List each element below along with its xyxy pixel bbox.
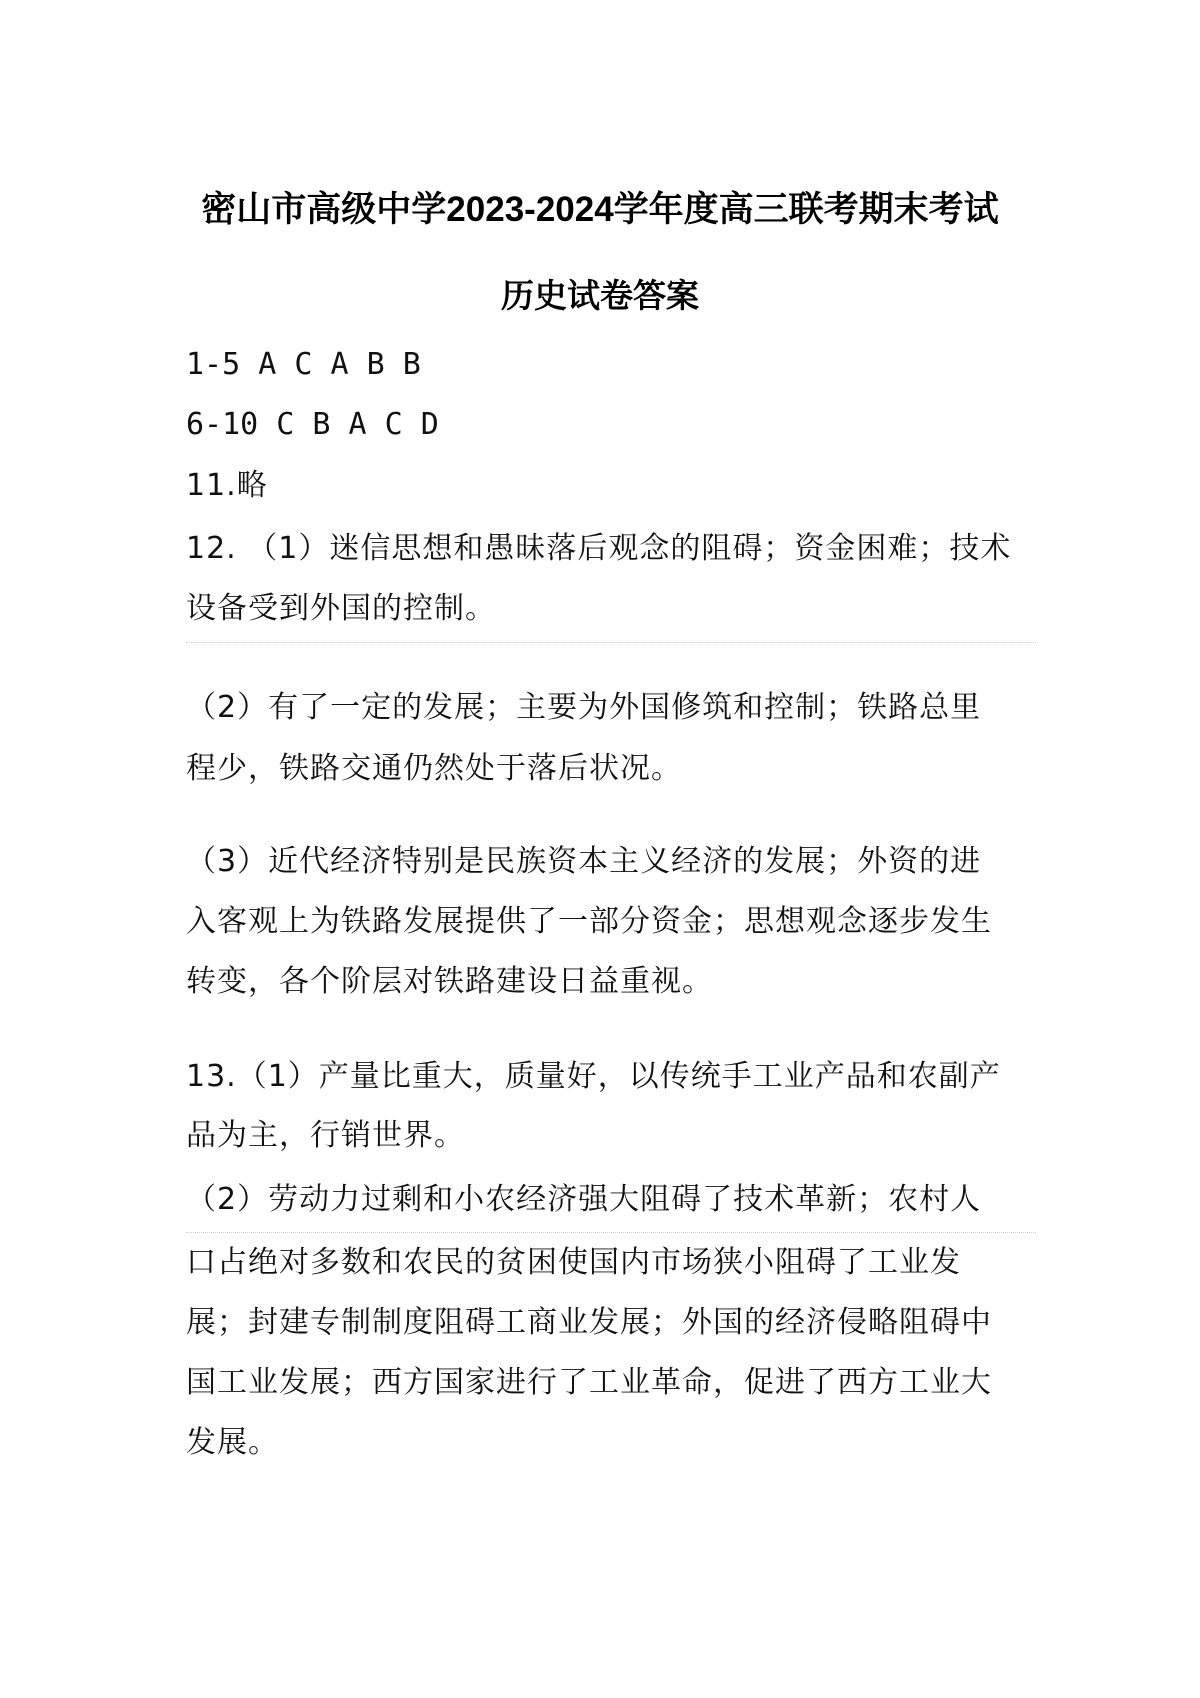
q12-part3-line-3: 转变，各个阶层对铁路建设日益重视。 — [186, 964, 713, 999]
q12-part2-line-1: （2）有了一定的发展；主要为外国修筑和控制；铁路总里 — [186, 690, 982, 725]
divider-dotted — [186, 1232, 1036, 1233]
q13-part2-line-1: （2）劳动力过剩和小农经济强大阻碍了技术革新；农村人 — [186, 1182, 982, 1217]
q13-part1-line-2: 品为主，行销世界。 — [186, 1118, 465, 1153]
q12-part3-line-2: 入客观上为铁路发展提供了一部分资金；思想观念逐步发生 — [186, 904, 992, 939]
divider-dotted — [186, 642, 1036, 643]
q12-part1-line-1: 12. （1）迷信思想和愚昧落后观念的阻碍；资金困难；技术 — [186, 531, 1012, 566]
q12-part1-line-2: 设备受到外国的控制。 — [186, 591, 496, 626]
document-title: 密山市高级中学2023-2024学年度高三联考期末考试 — [201, 190, 999, 229]
mc-answers-6-10: 6-10 C B A C D — [186, 407, 439, 442]
q12-part2-line-2: 程少，铁路交通仍然处于落后状况。 — [186, 751, 682, 786]
q13-part2-line-2: 口占绝对多数和农民的贫困使国内市场狭小阻碍了工业发 — [186, 1245, 961, 1280]
document-subtitle: 历史试卷答案 — [501, 277, 699, 314]
q11-answer: 11.略 — [186, 468, 268, 503]
mc-answers-1-5: 1-5 A C A B B — [186, 347, 421, 382]
q12-part3-line-1: （3）近代经济特别是民族资本主义经济的发展；外资的进 — [186, 844, 982, 879]
q13-part1-line-1: 13.（1）产量比重大，质量好，以传统手工业产品和农副产 — [186, 1059, 1001, 1094]
q13-part2-line-3: 展；封建专制制度阻碍工商业发展；外国的经济侵略阻碍中 — [186, 1305, 992, 1340]
q13-part2-line-4: 国工业发展；西方国家进行了工业革命，促进了西方工业大 — [186, 1365, 992, 1400]
q13-part2-line-5: 发展。 — [186, 1425, 279, 1460]
